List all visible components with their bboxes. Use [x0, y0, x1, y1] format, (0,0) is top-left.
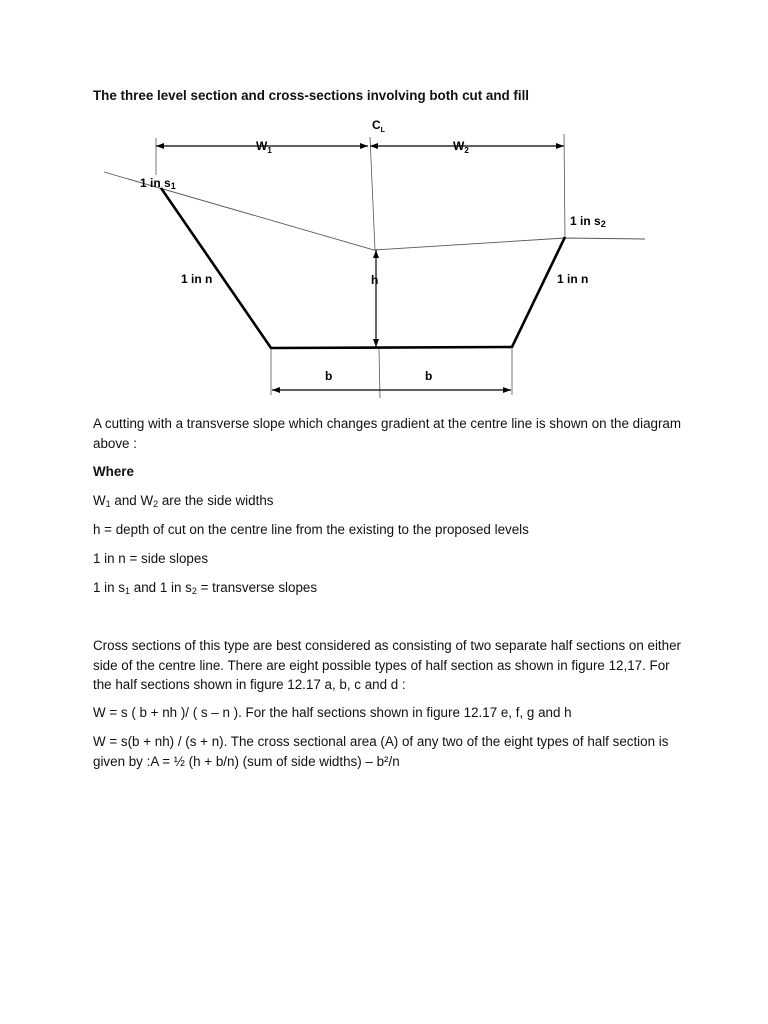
transverse-slope-definition: 1 in $s_1$ and 1 in $s_2$ = transverse slopes: [93, 580, 318, 596]
cross-section-diagram: [0, 110, 768, 410]
h-label: h: [371, 273, 379, 287]
w2-label: $W_2$: [453, 139, 469, 155]
s1-slope-label: 1 in s1: [140, 176, 176, 191]
centre-line-label: $C_L$: [372, 118, 385, 134]
side-slope-definition: 1 in n = side slopes: [93, 551, 209, 566]
w1-label: $W_1$: [256, 139, 272, 155]
base-centre-extension: [379, 349, 380, 398]
formula-cut-paragraph: W = s ( b + nh )/ ( s – n ). For the half sections shown in figure 12.17 e, f, g and h: [93, 705, 572, 720]
right-extension-line: [564, 134, 565, 238]
cutting-profile: [161, 188, 565, 348]
s2-slope-label: 1 in s2: [570, 214, 606, 229]
w1-arrow-right: [360, 143, 368, 149]
where-heading: Where: [93, 464, 134, 479]
section-title: The three level section and cross-sections involving both cut and fill: [93, 88, 530, 103]
b-arrow-right: [503, 387, 511, 393]
w2-arrow-right: [556, 143, 564, 149]
side-widths-definition: $W_1$ and $W_2$ are the side widths: [93, 493, 274, 509]
centre-line: [370, 137, 375, 250]
formula-area-paragraph: W = s(b + nh) / (s + n). The cross sectional area (A) of any two of the eight types of half section is given by :A = ½ (h + b/n) (sum of side widths) – b²/n: [93, 734, 669, 769]
b-arrow-left: [272, 387, 280, 393]
intro-paragraph: A cutting with a transverse slope which changes gradient at the centre line is shown on the diagram above :: [93, 416, 682, 451]
b-right-label: b: [425, 369, 433, 383]
depth-definition: h = depth of cut on the centre line from the existing to the proposed levels: [93, 522, 529, 537]
cross-sections-paragraph: Cross sections of this type are best considered as consisting of two separate half sections on either side of the centre line. There are eight possible types of half section as shown in figure 12,17. For the half sections shown in figure 12.17 a, b, c and d :: [93, 638, 682, 692]
n-left-label: 1 in n: [181, 272, 213, 286]
w2-arrow-left: [370, 143, 378, 149]
b-left-label: b: [325, 369, 333, 383]
h-arrow-bottom: [373, 339, 379, 347]
n-right-label: 1 in n: [557, 272, 589, 286]
w1-arrow-left: [156, 143, 164, 149]
h-arrow-top: [373, 250, 379, 258]
